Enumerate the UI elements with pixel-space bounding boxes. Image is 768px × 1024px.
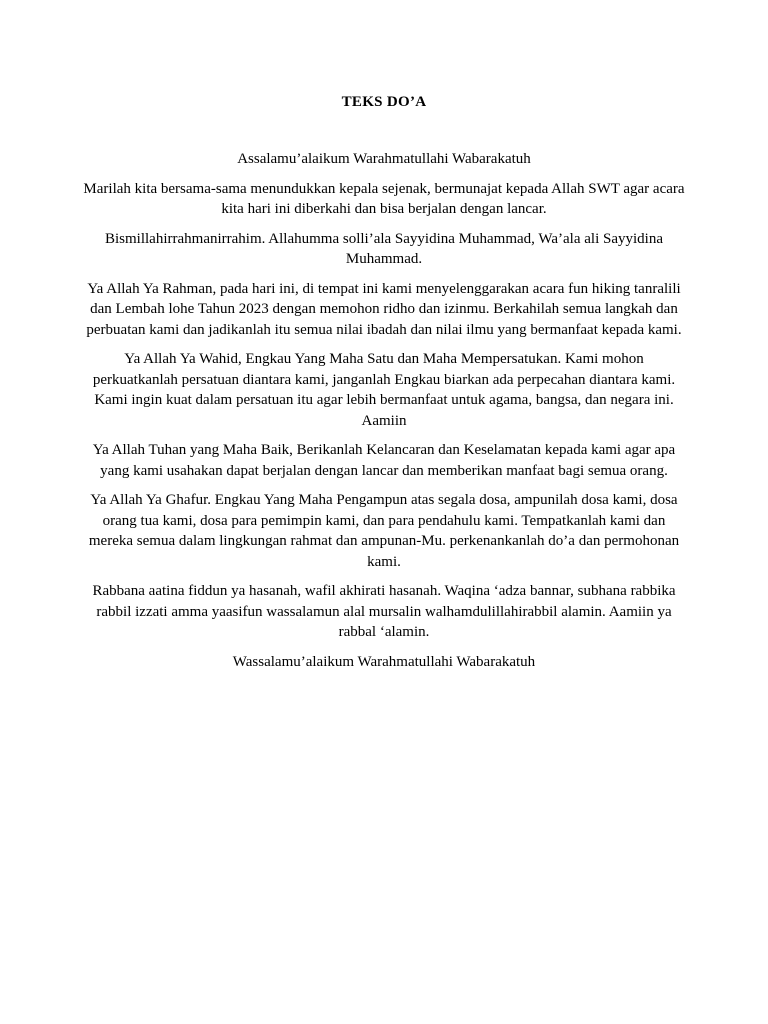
- paragraph-rabbana: Rabbana aatina fiddun ya hasanah, wafil akhirati hasanah. Waqina ‘adza bannar, subhana rabbika rabbil izzati amma yaasifun wassalamun alal mursalin walhamdulillahirabbil alamin. Aamiin ya rabbal ‘alamin.: [92, 583, 676, 640]
- paragraph-ya-ghafur: Ya Allah Ya Ghafur. Engkau Yang Maha Pengampun atas segala dosa, ampunilah dosa kami, dosa orang tua kami, dosa para pemimpin kami, dan para pendahulu kami. Tempatkanlah kami dan mereka semua dalam lingkungan rahmat dan ampunan-Mu. perkenankanlah do’a dan permohonan kami.: [88, 492, 680, 570]
- paragraph-bismillah: Bismillahirrahmanirrahim. Allahumma solli’ala Sayyidina Muhammad, Wa’ala ali Sayyidina Muhammad.: [105, 230, 663, 267]
- greeting-opening: Assalamu’alaikum Warahmatullahi Wabarakatuh: [237, 151, 531, 167]
- document-page: [80, 93, 688, 681]
- paragraph-ya-wahid: Ya Allah Ya Wahid, Engkau Yang Maha Satu dan Maha Mempersatukan. Kami mohon perkuatkanlah persatuan diantara kami, janganlah Engkau biarkan ada perpecahan diantara kami. Kami ingin kuat dalam persatuan itu agar lebih bermanfaat untuk agama, bangsa, dan negara ini. Aamiin: [92, 351, 676, 429]
- document-title: TEKS DO’A: [341, 94, 427, 110]
- paragraph-invitation: Marilah kita bersama-sama menundukkan kepala sejenak, bermunajat kepada Allah SWT agar acara kita hari ini diberkahi dan bisa berjalan dengan lancar.: [83, 180, 685, 217]
- paragraph-ya-rahman: Ya Allah Ya Rahman, pada hari ini, di tempat ini kami menyelenggarakan acara fun hiking tanralili dan Lembah lohe Tahun 2023 dengan memohon ridho dan izinmu. Berkahilah semua langkah dan perbuatan kami dan jadikanlah itu semua nilai ibadah dan nilai ilmu yang bermanfaat kepada kami.: [86, 280, 682, 338]
- paragraph-maha-baik: Ya Allah Tuhan yang Maha Baik, Berikanlah Kelancaran dan Keselamatan kepada kami agar apa yang kami usahakan dapat berjalan dengan lancar dan memberikan manfaat bagi semua orang.: [92, 442, 676, 479]
- greeting-closing: Wassalamu’alaikum Warahmatullahi Wabarakatuh: [232, 653, 536, 670]
